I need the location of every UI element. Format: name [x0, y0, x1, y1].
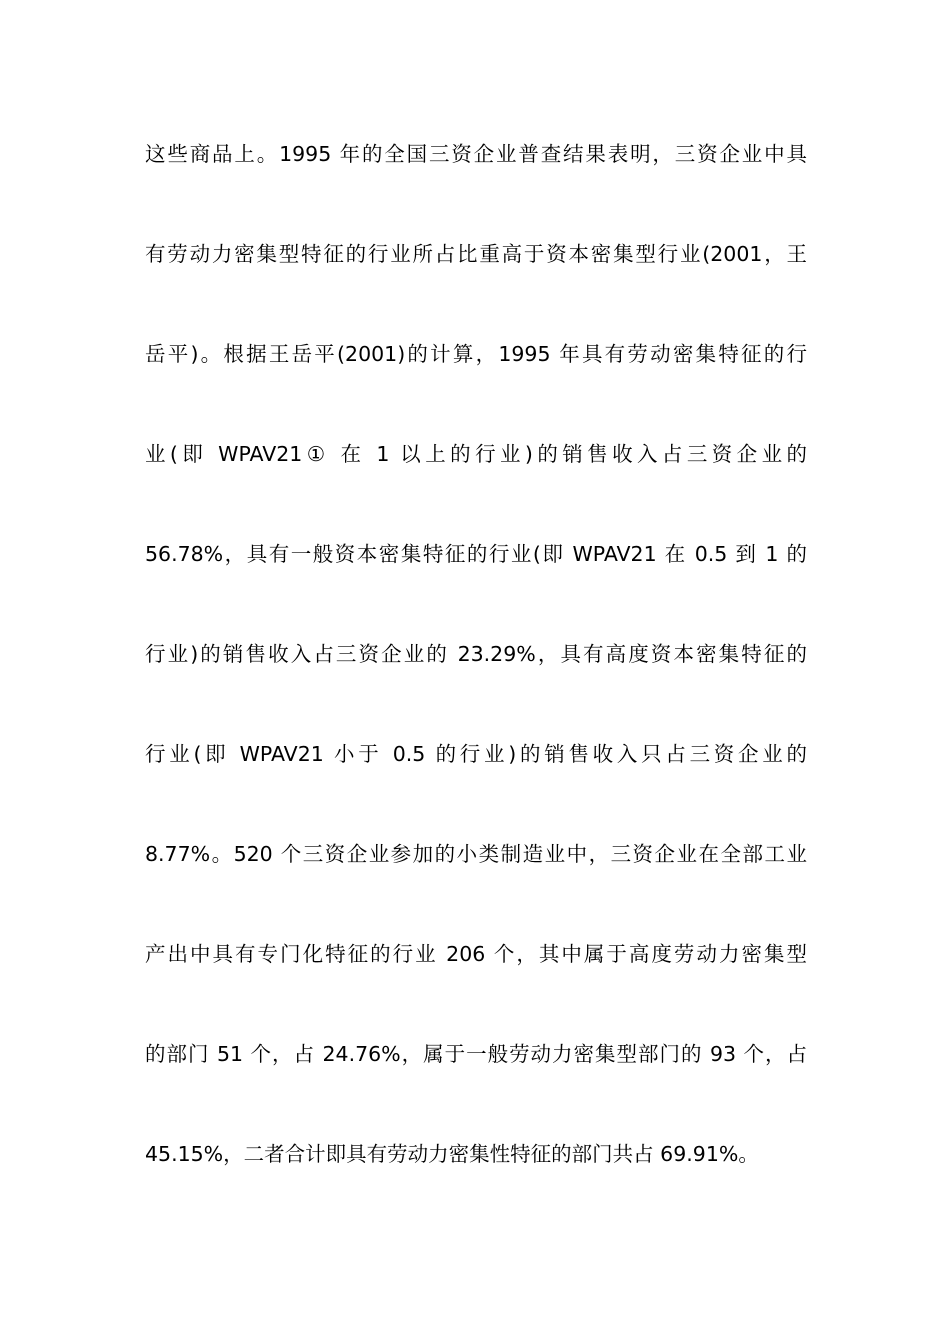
text-line-10: 的部门 51 个，占 24.76%，属于一般劳动力密集型部门的 93 个，占	[145, 1042, 807, 1066]
text-line-8: 8.77%。520 个三资企业参加的小类制造业中，三资企业在全部工业	[145, 842, 807, 866]
text-line-3: 岳平)。根据王岳平(2001)的计算，1995 年具有劳动密集特征的行	[145, 342, 807, 366]
text-line-9: 产出中具有专门化特征的行业 206 个，其中属于高度劳动力密集型	[145, 942, 807, 966]
text-line-4: 业(即 WPAV21① 在 1 以上的行业)的销售收入占三资企业的	[145, 442, 807, 466]
text-line-1: 这些商品上。1995 年的全国三资企业普查结果表明，三资企业中具	[145, 142, 807, 166]
text-line-7: 行业(即 WPAV21 小于 0.5 的行业)的销售收入只占三资企业的	[145, 742, 807, 766]
text-line-6: 行业)的销售收入占三资企业的 23.29%，具有高度资本密集特征的	[145, 642, 807, 666]
text-line-11: 45.15%，二者合计即具有劳动力密集性特征的部门共占 69.91%。	[145, 1142, 759, 1166]
body-paragraph	[145, 130, 807, 1230]
text-line-2: 有劳动力密集型特征的行业所占比重高于资本密集型行业(2001，王	[145, 242, 807, 266]
text-line-5: 56.78%，具有一般资本密集特征的行业(即 WPAV21 在 0.5 到 1 的	[145, 542, 807, 566]
